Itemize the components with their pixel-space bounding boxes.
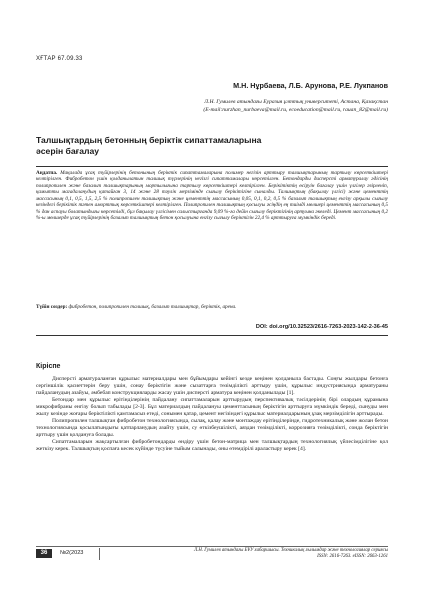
page-number: 36 — [36, 549, 52, 558]
authors: М.Н. Нұрбаева, Л.Б. Арунова, Р.Е. Лукпанов — [233, 81, 388, 90]
doi-link[interactable]: DOI: doi.org/10.32523/2616-7263-2023-142-2-36-45 — [255, 324, 388, 330]
divider-mid — [36, 335, 388, 336]
intro-paragraph-2: Бетондар мен құрылыс ерітінділерінің пайдалану сипаттамаларын арттырудың перспективалық тәсілдерінің бірі олардың құрамына микрофибраны енгізу болып табылады [2-3]. Бұл материалдың пайдалануы цементтасының беріктігін арттыруға мүмкіндік береді, сынуды мен жылу кезінде жоғары беріктілікті қамтамасыз етеді, сонымен қатар, цемент негізіндегі құрылыс материалдарының ұзақ мерзімділігін арттырады. — [36, 397, 388, 418]
keywords-text: фибробетон, полипропилен талшық, базальт талшықтар, беріктік, арена. — [68, 304, 237, 310]
intro-paragraph-1: Дисперсті арматураланған құрылыс материалдары мен бұйымдары кейінгі кезде кеңінен қолданыла бастады. Соңғы жылдары бетонға сергіншілік қасиеттерін беру үшін, сонау беріктігін және сызаттарға төзімділікті арттыру үшін, құрылыс индустриясында арматураны пайдаланудың азайуы, әмбебап конструкцияларды жасау үшін дисперсті арматура кеңінен қолданылады [1]. — [36, 376, 388, 397]
section-heading-intro: Кіріспе — [36, 363, 61, 370]
footer-divider — [36, 546, 388, 547]
journal-issn: ISSN: 2616-7263. eISSN: 2663-1261 — [317, 554, 388, 559]
intro-body — [36, 376, 388, 454]
divider-top — [36, 166, 388, 167]
intro-paragraph-4: Сипаттамаларын жақсартылған фибробетондарды өндіру үшін бетон-матрица мен талшықтардың технологиялық үйлесімділігіне қол жеткізу керек. Талшықтың қоспаға кесек күйінде түсуіне тыйым салынады, оны өтемдірілі араластыру керек [4]. — [36, 439, 388, 453]
abstract-label: Аңдатпа. — [36, 170, 58, 176]
affiliation — [60, 98, 388, 114]
abstract-text: Мақалада ұсақ түйірлерінің бетонының беріктік сипаттамаларына полимер негізін арттыру талшықтарының тартылу көрсеткіштері келтірілген. Фибробетон үшін қолданылатын талшық түрлерінің негізгі сипаттамалары көрсетілген. Бетондарды дисперсті арматуралау әдісінің полипропилен және базальт талшықтарының мортылығына тартылу көрсеткіштері келтірілген. Берікітіктің өсіруін бағалау үшін үлгілер әзірленіп, қамытты магадаланудың қатайған 3, 14 және 28 тәулік мерзімінде сығылу берікітігіне сыналды. Талшықтың (бақылау үлгісі) және цементтің массасының 0,1, 0,5, 1,5, 2,5 % полипропилен талшықтың және цементтің массасының 0,05, 0,1, 0,2, 0,5 % базальт талшықтың енгізу арқылы сығылу кезіндегі берікітік тәтен аморттық көрсеткіштері келтірілген. Полипропилен талшықтың қосылуы әсіңдің ең тиімді мөлшері цементтің массасының 0,5 % дан аспауы болатындығы көрсетілді, бұл бақылау үлгісімен салыстырғанда 9,09 %-ға дейін сығылу беріктігінің артуына әкеледі. Цемент массасының 0,2 %-ы мөлшерде ұсақ түйірлерінің базальт талшықтың бетон қосылуына енгізу сығылу беріктігін 22,4 % арттыруға мүмкіндік береді. — [36, 170, 388, 222]
journal-info — [104, 548, 388, 560]
intro-paragraph-3: Полипропилен талшықтан фибробетон технологиясында, сылақ, қалау және монтаждау ерітінділерінде, гидротехникалық және жолан бетон технологиясында қосылатындығы қатпарланудың азайту үшін, су өткізбеушілікті, аяздан төзімділікті, коррозияға төзімділікті, сонда беріктігін арттыру үшін қолдануға болады. — [36, 418, 388, 439]
keywords-label: Түйін сөздер: — [36, 304, 68, 310]
keywords — [36, 304, 388, 310]
affiliation-emails[interactable]: (E-mail:nurzhan_nurbaeva@mail.ru, ecoeducation@mail.ru, rauan_82@mail.ru) — [203, 107, 388, 113]
abstract — [36, 170, 388, 222]
issue-number: №2(2023 — [60, 550, 84, 556]
affiliation-institution: Л.Н. Гумилев атындағы Еуразия ұлттық университеті, Астана, Қазақстан — [204, 99, 388, 105]
irstil-code: ХҒТАР 67.09.33 — [36, 56, 83, 62]
article-title: Талшықтардың бетонның беріктік сипаттамаларына әсерін бағалау — [36, 135, 262, 156]
journal-title: Л.Н. Гумилев атындағы ЕҰУ хабаршысы. Техникалық ғылымдар және технологиялар сериясы — [193, 548, 388, 553]
footer-separator — [99, 548, 100, 560]
